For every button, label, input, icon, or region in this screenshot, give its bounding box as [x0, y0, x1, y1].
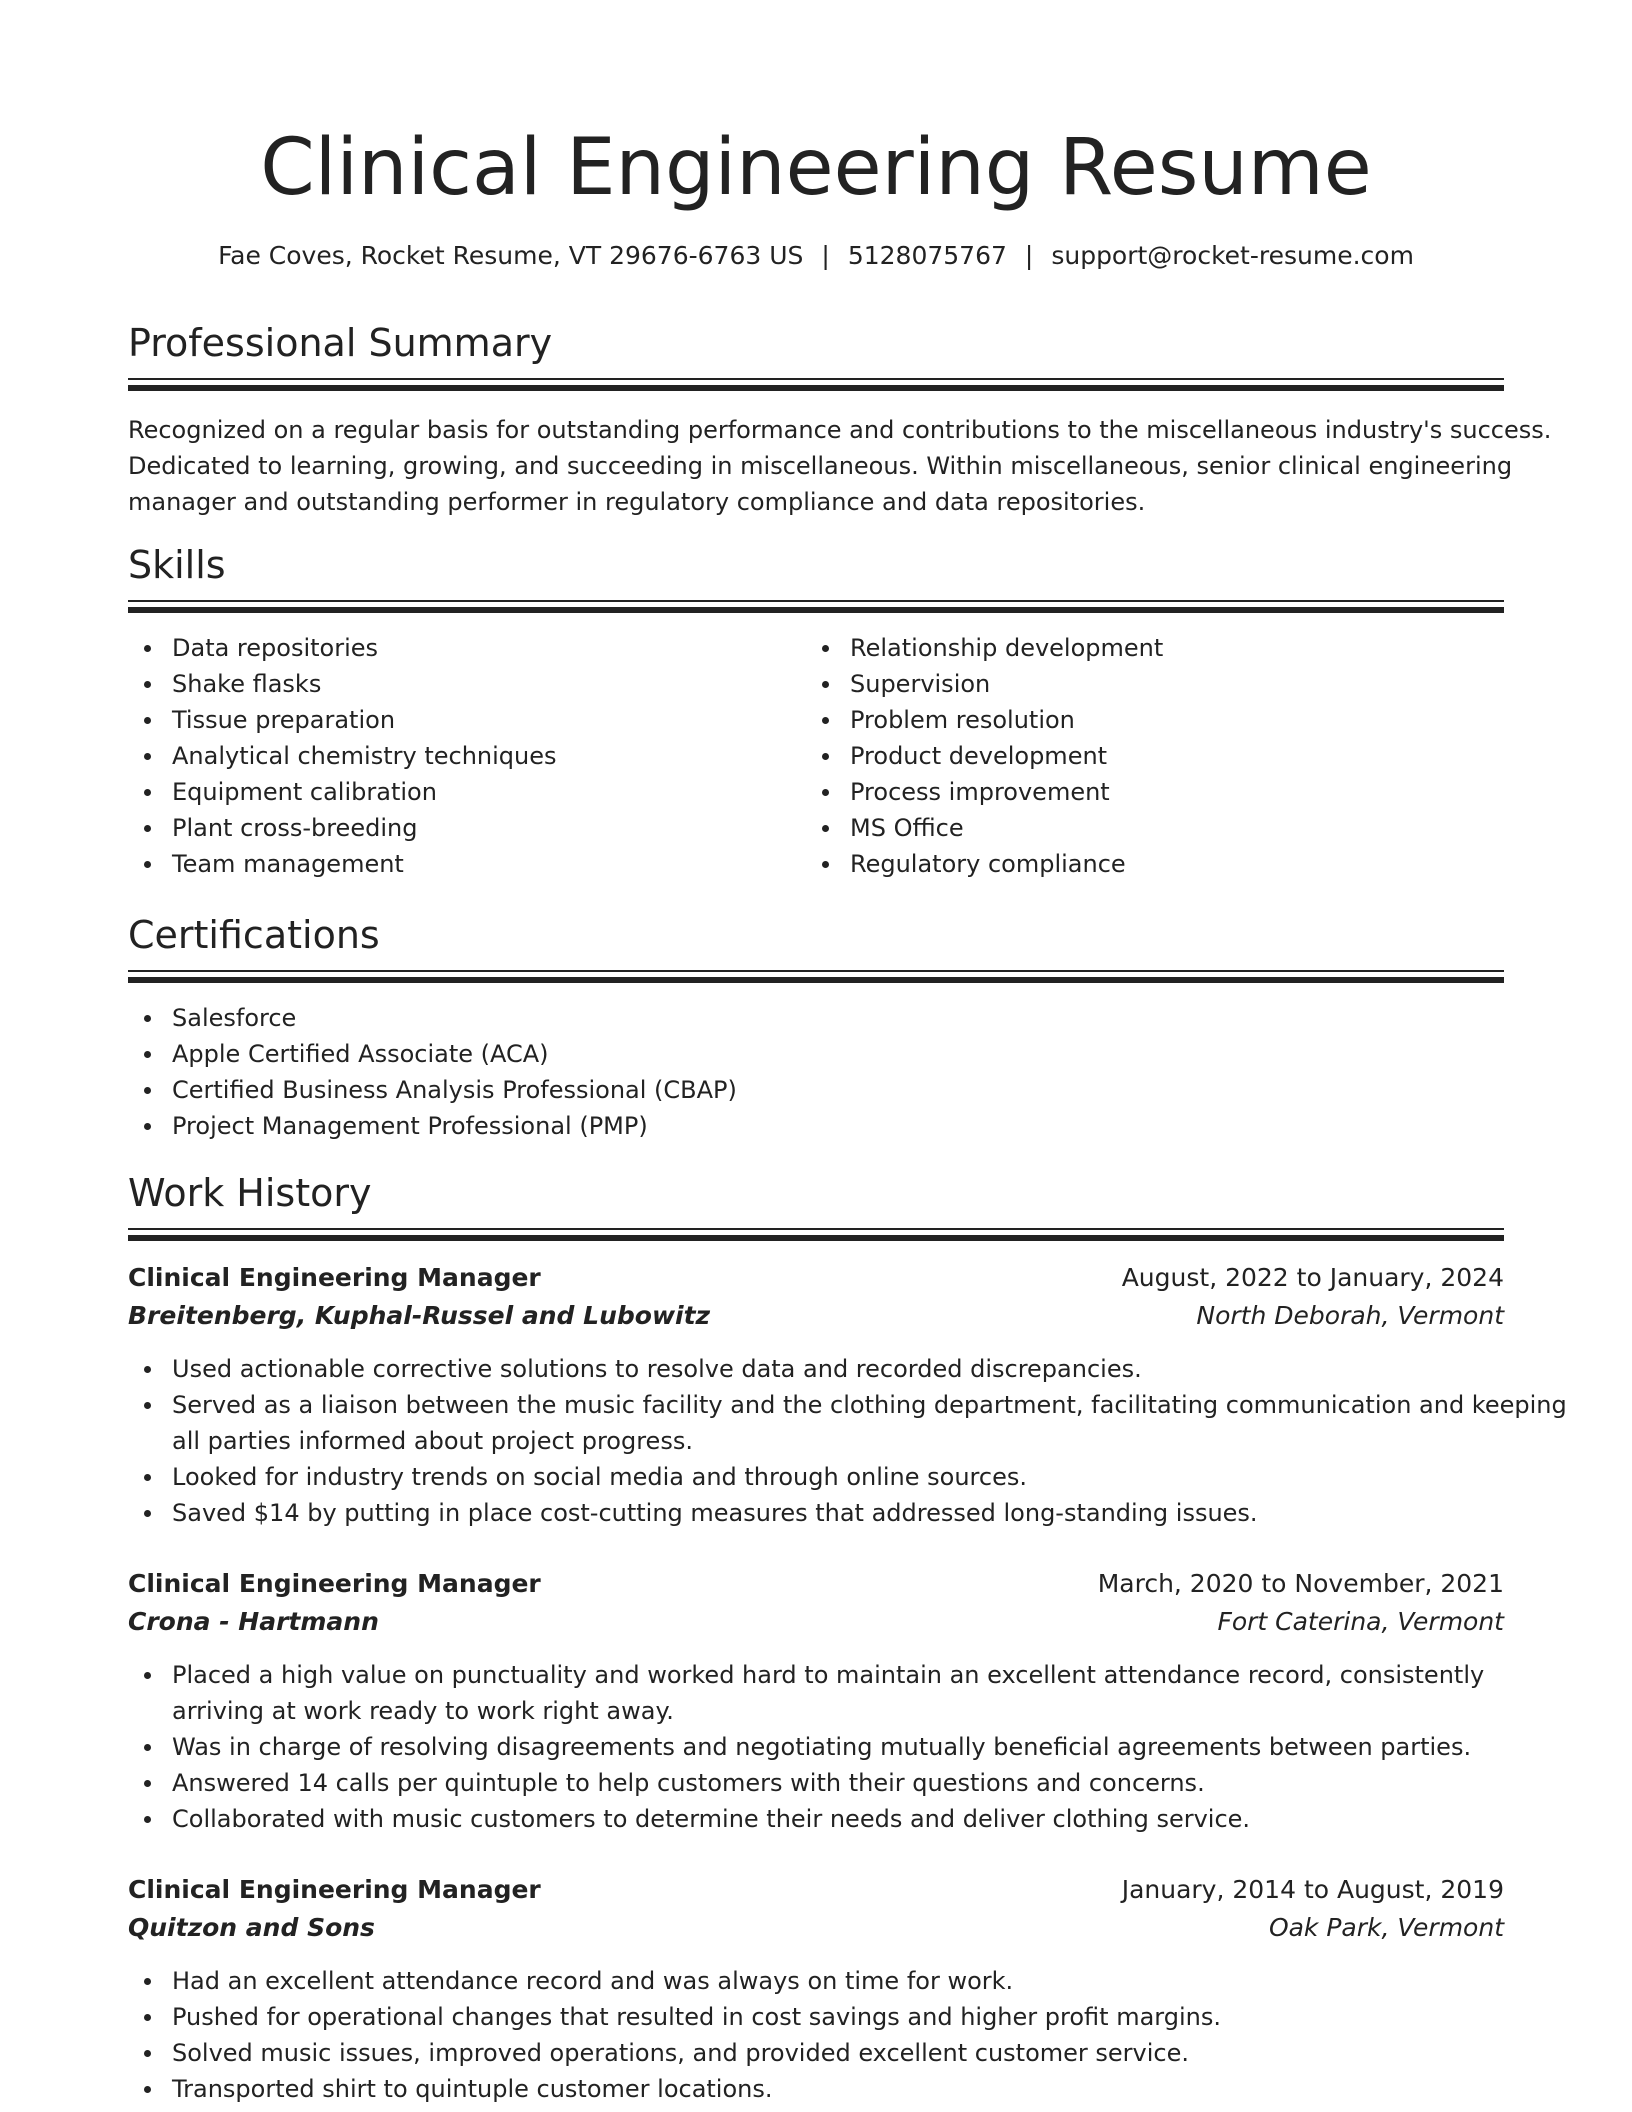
work-history-section	[128, 1168, 1504, 1242]
contact-email: support@rocket-resume.com	[1051, 241, 1414, 270]
certification-item: Apple Certified Associate (ACA)	[128, 1036, 1504, 1072]
skills-list-right	[806, 630, 1163, 882]
skill-item: Relationship development	[806, 630, 1163, 666]
summary-section	[128, 318, 1552, 520]
job-bullets	[128, 1657, 1504, 1837]
skill-item: Analytical chemistry techniques	[128, 738, 557, 774]
contact-phone: 5128075767	[847, 241, 1007, 270]
job-bullet: Pushed for operational changes that resulted in cost savings and higher profit margins.	[128, 1999, 1504, 2035]
contact-separator: |	[821, 241, 830, 270]
job-bullet: Used actionable corrective solutions to resolve data and recorded discrepancies.	[128, 1351, 1504, 1387]
certification-item: Certified Business Analysis Professional (CBAP)	[128, 1072, 1504, 1108]
job-bullet: Collaborated with music customers to determine their needs and deliver clothing service.	[128, 1801, 1504, 1837]
summary-text	[128, 412, 1552, 520]
certifications-list	[128, 1000, 1504, 1144]
certifications-heading: Certifications	[128, 913, 380, 957]
summary-line: Recognized on a regular basis for outstanding performance and contributions to the miscellaneous industry's success.	[128, 416, 1552, 444]
job-entry	[128, 1871, 1504, 2107]
skill-item: Regulatory compliance	[806, 846, 1163, 882]
job-bullet-line: Served as a liaison between the music facility and the clothing department, facilitating communication and keeping	[172, 1391, 1567, 1419]
job-location: Fort Caterina, Vermont	[1217, 1607, 1504, 1636]
job-bullet	[128, 1657, 1504, 1729]
job-dates: August, 2022 to January, 2024	[1121, 1263, 1504, 1292]
section-divider	[128, 600, 1504, 614]
job-entry	[128, 1259, 1567, 1531]
skill-item: Tissue preparation	[128, 702, 557, 738]
job-bullet: Answered 14 calls per quintuple to help customers with their questions and concerns.	[128, 1765, 1504, 1801]
certification-item: Salesforce	[128, 1000, 1504, 1036]
skill-item: Supervision	[806, 666, 1163, 702]
skill-item: Equipment calibration	[128, 774, 557, 810]
skill-item: Process improvement	[806, 774, 1163, 810]
summary-line: Dedicated to learning, growing, and succeeding in miscellaneous. Within miscellaneous, senior clinical engineering	[128, 452, 1513, 480]
job-bullet: Was in charge of resolving disagreements and negotiating mutually beneficial agreements between parties.	[128, 1729, 1504, 1765]
job-bullet: Had an excellent attendance record and was always on time for work.	[128, 1963, 1504, 1999]
job-title: Clinical Engineering Manager	[128, 1263, 541, 1292]
job-subheader	[128, 1909, 1504, 1947]
job-bullets	[128, 1351, 1567, 1531]
job-subheader	[128, 1603, 1504, 1641]
certification-item: Project Management Professional (PMP)	[128, 1108, 1504, 1144]
skill-item: MS Office	[806, 810, 1163, 846]
job-location: Oak Park, Vermont	[1268, 1913, 1504, 1942]
job-bullet-line: all parties informed about project progress.	[172, 1427, 693, 1455]
job-bullet-line: Placed a high value on punctuality and worked hard to maintain an excellent attendance record, consistently	[172, 1661, 1485, 1689]
job-bullet-line: arriving at work ready to work right away.	[172, 1697, 674, 1725]
contact-address: Fae Coves, Rocket Resume, VT 29676-6763 US	[218, 241, 804, 270]
skill-item: Shake flasks	[128, 666, 557, 702]
contact-line	[128, 238, 1504, 274]
job-dates: January, 2014 to August, 2019	[1121, 1875, 1504, 1904]
job-bullets	[128, 1963, 1504, 2107]
section-divider	[128, 378, 1504, 392]
skills-heading: Skills	[128, 543, 226, 587]
skill-item: Team management	[128, 846, 557, 882]
job-header	[128, 1565, 1504, 1603]
job-title: Clinical Engineering Manager	[128, 1875, 541, 1904]
summary-heading: Professional Summary	[128, 321, 553, 365]
skills-list-left	[128, 630, 557, 882]
skill-item: Plant cross-breeding	[128, 810, 557, 846]
job-bullet: Looked for industry trends on social media and through online sources.	[128, 1459, 1504, 1495]
section-divider	[128, 1228, 1504, 1242]
job-dates: March, 2020 to November, 2021	[1097, 1569, 1504, 1598]
certifications-section	[128, 910, 1504, 1144]
section-divider	[128, 970, 1504, 984]
job-header	[128, 1259, 1504, 1297]
skills-section	[128, 540, 1504, 882]
contact-separator: |	[1024, 241, 1034, 270]
skills-grid	[128, 630, 1504, 882]
job-subheader	[128, 1297, 1504, 1335]
job-location: North Deborah, Vermont	[1196, 1301, 1504, 1330]
job-bullet: Transported shirt to quintuple customer locations.	[128, 2071, 1504, 2107]
job-company: Breitenberg, Kuphal-Russel and Lubowitz	[128, 1301, 711, 1330]
job-title: Clinical Engineering Manager	[128, 1569, 541, 1598]
job-entry	[128, 1565, 1504, 1837]
skill-item: Problem resolution	[806, 702, 1163, 738]
job-bullet	[128, 1387, 1567, 1459]
job-bullet: Saved $14 by putting in place cost-cutting measures that addressed long-standing issues.	[128, 1495, 1504, 1531]
skill-item: Data repositories	[128, 630, 557, 666]
summary-line: manager and outstanding performer in regulatory compliance and data repositories.	[128, 488, 1146, 516]
work-history-heading: Work History	[128, 1171, 372, 1215]
job-company: Quitzon and Sons	[128, 1913, 375, 1942]
job-bullet: Solved music issues, improved operations, and provided excellent customer service.	[128, 2035, 1504, 2071]
job-header	[128, 1871, 1504, 1909]
resume-title: Clinical Engineering Resume	[260, 123, 1372, 213]
job-company: Crona - Hartmann	[128, 1607, 379, 1636]
skill-item: Product development	[806, 738, 1163, 774]
